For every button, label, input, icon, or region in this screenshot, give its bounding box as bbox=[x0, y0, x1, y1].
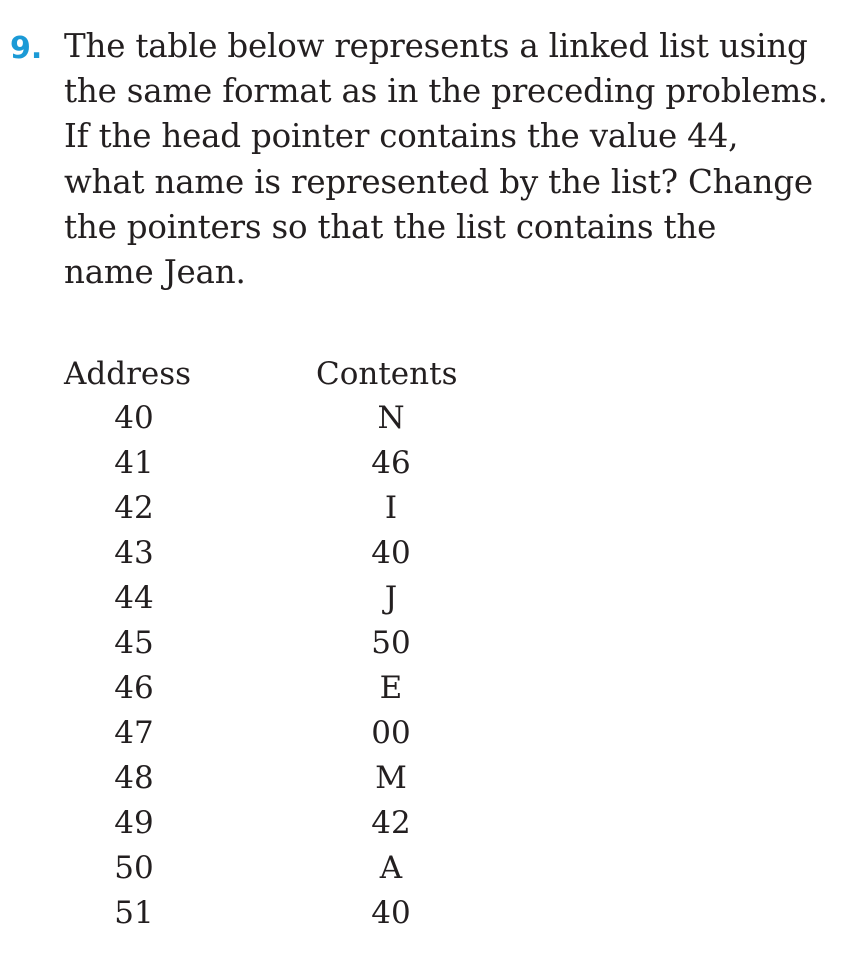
contents-cell: 50 bbox=[371, 625, 411, 661]
problem-statement bbox=[64, 24, 854, 295]
address-cell: 40 bbox=[114, 400, 154, 436]
contents-cell: M bbox=[375, 760, 407, 796]
contents-cell: E bbox=[379, 670, 403, 706]
problem-line: the same format as in the preceding problems. bbox=[64, 72, 828, 111]
address-cell: 41 bbox=[114, 445, 154, 481]
address-cell: 47 bbox=[114, 715, 154, 751]
problem-line: the pointers so that the list contains the bbox=[64, 207, 717, 246]
contents-cell: A bbox=[379, 850, 403, 886]
address-cell: 42 bbox=[114, 490, 154, 526]
address-cell: 48 bbox=[114, 760, 154, 796]
address-cell: 51 bbox=[114, 895, 154, 931]
address-cell: 49 bbox=[114, 805, 154, 841]
address-cell: 43 bbox=[114, 535, 154, 571]
problem-line: The table below represents a linked list using bbox=[64, 27, 808, 65]
contents-cell: 40 bbox=[371, 895, 411, 931]
contents-cell: 42 bbox=[371, 805, 411, 841]
address-column-header: Address bbox=[64, 356, 192, 392]
contents-column-header: Contents bbox=[316, 356, 458, 392]
contents-cell: N bbox=[377, 400, 405, 436]
contents-cell: 40 bbox=[371, 535, 411, 571]
problem-line: what name is represented by the list? Change bbox=[64, 162, 813, 201]
contents-cell: 46 bbox=[371, 445, 411, 481]
contents-cell: J bbox=[384, 580, 398, 616]
problem-number: 9. bbox=[10, 31, 43, 66]
contents-cell: 00 bbox=[371, 715, 411, 751]
address-cell: 46 bbox=[114, 670, 154, 706]
address-cell: 50 bbox=[114, 850, 154, 886]
problem-line: name Jean. bbox=[64, 253, 246, 292]
problem-line: If the head pointer contains the value 44, bbox=[64, 117, 739, 156]
address-cell: 45 bbox=[114, 625, 154, 661]
address-cell: 44 bbox=[114, 580, 154, 616]
contents-cell: I bbox=[384, 490, 398, 526]
